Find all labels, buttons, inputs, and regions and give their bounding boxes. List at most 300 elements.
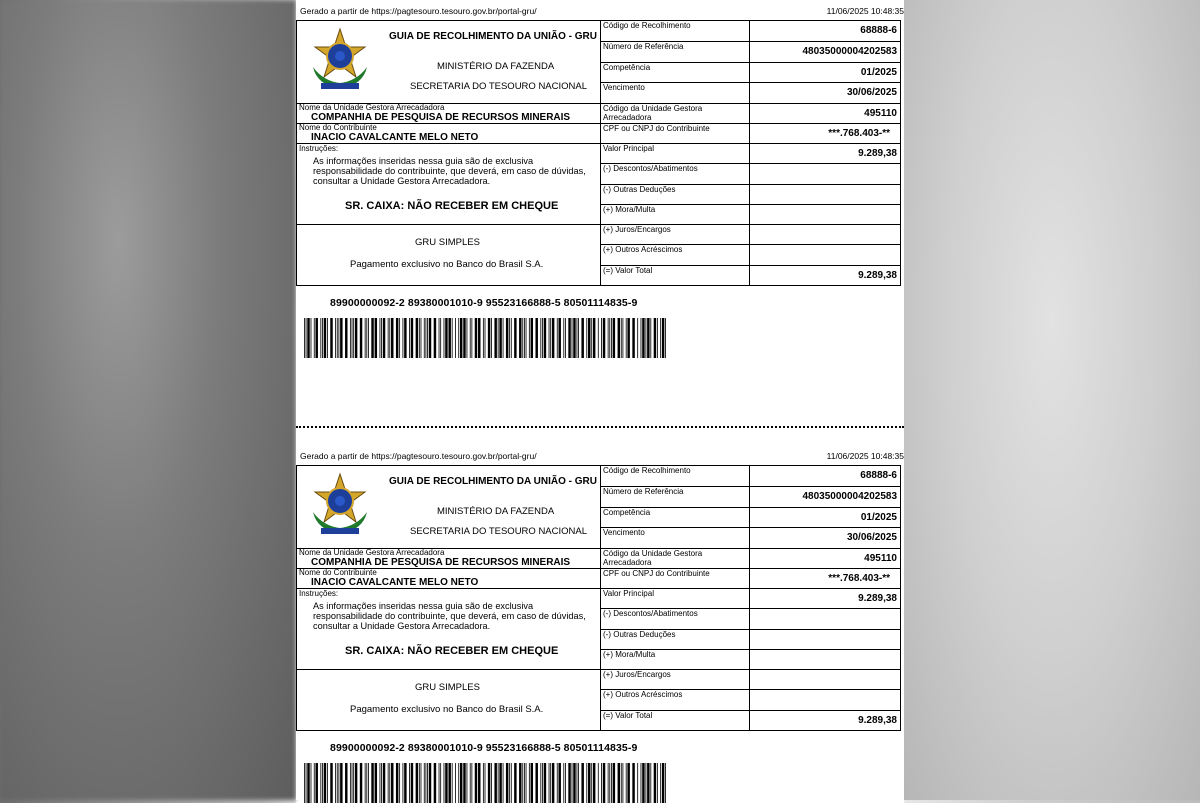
barcode-bar: [588, 318, 590, 358]
barcode-bar: [470, 763, 471, 803]
barcode-bar: [340, 763, 342, 803]
barcode-bar: [416, 763, 418, 803]
vencimento-value-cell: 30/06/2025: [750, 528, 901, 549]
barcode-bar: [409, 318, 410, 358]
barcode-bar: [618, 763, 620, 803]
barcode-bar: [503, 763, 504, 803]
barcode-bar: [519, 318, 521, 358]
gru-type-cell: [297, 225, 601, 286]
barcode-bar: [365, 318, 366, 358]
valor-principal-label-cell: Valor Principal: [601, 589, 750, 609]
outros-acrescimos-label-cell: (+) Outros Acréscimos: [601, 245, 750, 265]
barcode-bar: [315, 763, 317, 803]
barcode-bar: [439, 763, 440, 803]
contribuinte-value: INACIO CAVALCANTE MELO NETO: [311, 132, 479, 143]
barcode-bar: [654, 318, 656, 358]
barcode-bar: [320, 763, 321, 803]
barcode-bar: [568, 763, 570, 803]
mora-multa-value-cell: [750, 204, 901, 224]
valor-total-label-cell: (=) Valor Total: [601, 265, 750, 285]
outras-deducoes-value-cell: [750, 184, 901, 204]
contribuinte-value: INACIO CAVALCANTE MELO NETO: [311, 577, 479, 588]
barcode-bar: [440, 318, 441, 358]
barcode-bar: [491, 763, 492, 803]
descontos-label-cell: (-) Descontos/Abatimentos: [601, 164, 750, 184]
barcode-bar: [388, 318, 389, 358]
barcode-bar: [455, 763, 456, 803]
barcode-bar: [475, 763, 477, 803]
barcode-bar: [531, 763, 533, 803]
unidade-cell: [297, 549, 601, 569]
barcode-bar: [581, 763, 583, 803]
barcode-bar: [586, 763, 587, 803]
unidade-cell: [297, 104, 601, 124]
barcode-bar: [498, 318, 499, 358]
instrucoes-cell: [297, 589, 601, 670]
barcode-bar: [475, 318, 477, 358]
barcode-bar: [429, 318, 431, 358]
barcode-bar: [568, 318, 570, 358]
competencia-label-cell: Competência: [601, 62, 750, 83]
barcode-bar: [460, 318, 462, 358]
barcode-bar: [535, 763, 537, 803]
barcode-bar: [330, 318, 332, 358]
barcode-bar: [478, 318, 480, 358]
instrucoes-label: Instruções:: [299, 144, 339, 153]
vencimento-label-cell: Vencimento: [601, 83, 750, 104]
barcode-bar: [565, 763, 566, 803]
barcode-bar: [467, 318, 468, 358]
barcode-bar: [427, 318, 428, 358]
barcode-bar: [506, 763, 508, 803]
descontos-value-cell: [750, 164, 901, 184]
valor-principal-label-cell: Valor Principal: [601, 144, 750, 164]
barcode-bar: [572, 318, 573, 358]
barcode-bar: [314, 318, 315, 358]
barcode-bar: [637, 318, 638, 358]
barcode-bar: [345, 763, 347, 803]
cut-line: [296, 426, 904, 428]
barcode-bar: [471, 318, 472, 358]
barcode: [304, 318, 666, 358]
gru-document: [296, 0, 904, 800]
barcode-bar: [641, 763, 642, 803]
barcode-bar: [647, 318, 649, 358]
barcode-bar: [509, 318, 510, 358]
barcode-bar: [573, 318, 575, 358]
barcode-bar: [337, 318, 338, 358]
unidade-value: COMPANHIA DE PESQUISA DE RECURSOS MINERAIS: [311, 112, 571, 123]
unidade-value: COMPANHIA DE PESQUISA DE RECURSOS MINERAIS: [311, 557, 571, 568]
barcode-bar: [383, 763, 385, 803]
barcode-bar: [411, 318, 413, 358]
coat-of-arms-icon: [307, 472, 373, 538]
competencia-label-cell: Competência: [601, 507, 750, 528]
barcode-bar: [557, 763, 558, 803]
barcode-bar: [366, 318, 367, 358]
barcode-bar: [529, 763, 530, 803]
barcode-bar: [522, 318, 523, 358]
barcode-bar: [611, 763, 612, 803]
instrucoes-cell: [297, 144, 601, 225]
barcode-bar: [439, 318, 440, 358]
barcode-bar: [491, 318, 492, 358]
barcode-bar: [514, 318, 516, 358]
barcode-bar: [424, 318, 425, 358]
barcode-bar: [586, 318, 587, 358]
barcode-bar: [609, 763, 610, 803]
barcode-bar: [542, 763, 543, 803]
barcode-bar: [611, 318, 612, 358]
barcode-bar: [338, 318, 339, 358]
coat-of-arms-icon: [307, 27, 373, 93]
barcode-bar: [573, 763, 575, 803]
unidade-label: Nome da Unidade Gestora Arrecadadora: [299, 103, 445, 112]
barcode-bar: [603, 763, 605, 803]
barcode-bar: [542, 318, 543, 358]
barcode-bar: [380, 763, 381, 803]
barcode-bar: [350, 318, 351, 358]
generated-datetime: 11/06/2025 10:48:35: [826, 6, 904, 16]
barcode-bar: [352, 318, 353, 358]
barcode-bar: [306, 763, 307, 803]
brand-cell: [297, 21, 601, 104]
barcode-bar: [511, 763, 512, 803]
cpf-cnpj-label-cell: CPF ou CNPJ do Contribuinte: [601, 124, 750, 144]
barcode-bar: [338, 763, 339, 803]
document-title: GUIA DE RECOLHIMENTO DA UNIÃO - GRU: [389, 476, 597, 487]
barcode-bar: [593, 763, 595, 803]
contribuinte-cell: [297, 124, 601, 144]
barcode-bar: [558, 318, 560, 358]
barcode-bar: [360, 763, 362, 803]
juros-label-cell: (+) Juros/Encargos: [601, 670, 750, 690]
brand-cell: [297, 466, 601, 549]
barcode-bar: [665, 763, 666, 803]
barcode-bar: [371, 763, 373, 803]
barcode-bar: [391, 318, 393, 358]
barcode-bar: [509, 763, 510, 803]
barcode-bar: [524, 318, 525, 358]
barcode-bar: [499, 763, 501, 803]
codigo-ug-label-cell: Código da Unidade Gestora Arrecadadora: [601, 104, 750, 124]
barcode-bar: [404, 763, 406, 803]
cpf-cnpj-label-cell: CPF ou CNPJ do Contribuinte: [601, 569, 750, 589]
numero-referencia-value-cell: 48035000004202583: [750, 486, 901, 507]
barcode-bar: [403, 763, 404, 803]
barcode-bar: [650, 318, 651, 358]
barcode-bar: [411, 763, 413, 803]
mora-multa-label-cell: (+) Mora/Multa: [601, 204, 750, 224]
unidade-label: Nome da Unidade Gestora Arrecadadora: [299, 548, 445, 557]
barcode-bar: [371, 318, 373, 358]
barcode-bar: [591, 318, 592, 358]
gru-type: GRU SIMPLES: [415, 237, 480, 248]
barcode-bar: [608, 763, 609, 803]
barcode-bar: [613, 318, 615, 358]
blurred-background-right: [904, 0, 1200, 800]
barcode-bar: [458, 763, 459, 803]
barcode-bar: [322, 318, 323, 358]
barcode-bar: [389, 318, 390, 358]
barcode-bar: [315, 318, 317, 358]
cpf-cnpj-value-cell: ***.768.403-**: [750, 124, 901, 144]
barcode-bar: [657, 763, 658, 803]
barcode-bar: [483, 763, 484, 803]
barcode-bar: [366, 763, 367, 803]
codigo-recolhimento-label-cell: Código de Recolhimento: [601, 21, 750, 42]
barcode-bar: [330, 763, 332, 803]
competencia-value-cell: 01/2025: [750, 507, 901, 528]
descontos-label-cell: (-) Descontos/Abatimentos: [601, 609, 750, 629]
barcode-bar: [391, 763, 393, 803]
instrucoes-text: As informações inseridas nessa guia são de exclusiva responsabilidade do contribuinte, que deverá, em caso de dúvidas, consultar a Unidade Gestora Arrecadadora.: [313, 156, 586, 186]
barcode-bar: [352, 763, 353, 803]
outras-deducoes-label-cell: (-) Outras Deduções: [601, 184, 750, 204]
barcode-bar: [396, 763, 398, 803]
generated-datetime: 11/06/2025 10:48:35: [826, 451, 904, 461]
vencimento-label-cell: Vencimento: [601, 528, 750, 549]
barcode-bar: [448, 318, 450, 358]
barcode-bar: [641, 318, 642, 358]
barcode-bar: [522, 763, 523, 803]
secretariat-name: SECRETARIA DO TESOURO NACIONAL: [410, 526, 588, 537]
codigo-ug-value-cell: 495110: [750, 549, 901, 569]
barcode-bar: [314, 763, 315, 803]
codigo-recolhimento-label-cell: Código de Recolhimento: [601, 466, 750, 487]
competencia-value-cell: 01/2025: [750, 62, 901, 83]
barcode-bar: [434, 763, 436, 803]
barcode-bar: [368, 318, 369, 358]
barcode-bar: [598, 318, 599, 358]
barcode-bar: [535, 318, 537, 358]
instrucoes-text: As informações inseridas nessa guia são de exclusiva responsabilidade do contribuinte, que deverá, em caso de dúvidas, consultar a Unidade Gestora Arrecadadora.: [313, 601, 586, 631]
vencimento-value-cell: 30/06/2025: [750, 83, 901, 104]
barcode-bar: [452, 763, 453, 803]
barcode-bar: [335, 318, 336, 358]
barcode-bar: [549, 763, 550, 803]
barcode-bar: [544, 763, 546, 803]
barcode-bar: [632, 318, 634, 358]
barcode-bar: [444, 318, 445, 358]
bank-note: Pagamento exclusivo no Banco do Brasil S.A.: [350, 259, 544, 270]
barcode-bar: [558, 763, 560, 803]
barcode-bar: [311, 318, 312, 358]
barcode-bar: [645, 318, 646, 358]
barcode-bar: [478, 763, 480, 803]
barcode-bar: [322, 763, 323, 803]
barcode-bar: [360, 318, 362, 358]
barcode-bar: [470, 318, 471, 358]
barcode-bar: [488, 318, 490, 358]
barcode-bar: [440, 763, 441, 803]
barcode-bar: [662, 763, 664, 803]
bank-note: Pagamento exclusivo no Banco do Brasil S.A.: [350, 704, 544, 715]
barcode-bar: [368, 763, 369, 803]
gru-type-cell: [297, 670, 601, 731]
barcode-bar: [627, 763, 629, 803]
barcode-bar: [601, 763, 602, 803]
contribuinte-label: Nome do Contribuinte: [299, 123, 377, 132]
barcode-bar: [458, 318, 459, 358]
barcode-bar: [578, 318, 579, 358]
barcode-bar: [552, 763, 554, 803]
barcode-bar: [577, 318, 578, 358]
barcode-bar: [526, 318, 527, 358]
barcode-bar: [494, 318, 496, 358]
barcode-bar: [345, 318, 347, 358]
valor-total-label-cell: (=) Valor Total: [601, 710, 750, 730]
barcode-bar: [383, 318, 385, 358]
outros-acrescimos-label-cell: (+) Outros Acréscimos: [601, 690, 750, 710]
barcode-bar: [335, 763, 336, 803]
barcode-bar: [421, 318, 422, 358]
barcode-bar: [650, 763, 651, 803]
outras-deducoes-value-cell: [750, 629, 901, 649]
barcode-bar: [424, 763, 425, 803]
valor-principal-value-cell: 9.289,38: [750, 589, 901, 609]
document-title: GUIA DE RECOLHIMENTO DA UNIÃO - GRU: [389, 31, 597, 42]
barcode-bar: [429, 763, 431, 803]
barcode-bar: [448, 763, 450, 803]
barcode-bar: [340, 318, 342, 358]
barcode-bar: [637, 763, 638, 803]
outros-acrescimos-value-cell: [750, 245, 901, 265]
barcode-bar: [355, 763, 357, 803]
barcode-bar: [485, 318, 486, 358]
ministry-name: MINISTÉRIO DA FAZENDA: [437, 506, 555, 517]
juros-value-cell: [750, 670, 901, 690]
barcode-bar: [601, 318, 602, 358]
barcode-bar: [626, 763, 627, 803]
barcode-bar: [483, 318, 484, 358]
barcode-bar: [304, 318, 305, 358]
barcode-bar: [337, 763, 338, 803]
barcode-bar: [662, 318, 664, 358]
barcode-bar: [506, 318, 508, 358]
gru-form-table: [296, 20, 901, 286]
barcode-bar: [552, 318, 554, 358]
ministry-name: MINISTÉRIO DA FAZENDA: [437, 61, 555, 72]
barcode-bar: [350, 763, 351, 803]
numero-referencia-value-cell: 48035000004202583: [750, 41, 901, 62]
codigo-recolhimento-value-cell: 68888-6: [750, 466, 901, 487]
barcode-bar: [419, 763, 420, 803]
secretariat-name: SECRETARIA DO TESOURO NACIONAL: [410, 81, 588, 92]
barcode-bar: [618, 318, 620, 358]
juros-label-cell: (+) Juros/Encargos: [601, 225, 750, 245]
barcode-bar: [591, 763, 592, 803]
barcode-bar: [399, 763, 400, 803]
barcode-bar: [565, 318, 566, 358]
barcode-bar: [327, 318, 328, 358]
barcode-bar: [550, 318, 551, 358]
barcode-bar: [563, 763, 564, 803]
descontos-value-cell: [750, 609, 901, 629]
barcode-bar: [388, 763, 389, 803]
barcode-bar: [647, 763, 649, 803]
barcode-bar: [531, 318, 533, 358]
barcode-bar: [380, 318, 381, 358]
barcode-bar: [381, 763, 382, 803]
barcode-bar: [460, 763, 462, 803]
barcode-bar: [642, 763, 644, 803]
mora-multa-value-cell: [750, 649, 901, 669]
valor-total-value-cell: 9.289,38: [750, 265, 901, 285]
barcode-digits: 89900000092-2 89380001010-9 95523166888-5 80501114835-9: [330, 742, 638, 754]
barcode-digits: 89900000092-2 89380001010-9 95523166888-5 80501114835-9: [330, 297, 638, 309]
barcode-bar: [355, 318, 357, 358]
barcode-bar: [463, 318, 465, 358]
instrucoes-label: Instruções:: [299, 589, 339, 598]
barcode-bar: [622, 318, 623, 358]
barcode-bar: [444, 763, 445, 803]
barcode-bar: [608, 318, 609, 358]
barcode-bar: [419, 318, 420, 358]
barcode-bar: [621, 763, 622, 803]
juros-value-cell: [750, 225, 901, 245]
barcode-bar: [488, 763, 490, 803]
barcode-bar: [622, 763, 623, 803]
barcode-bar: [660, 318, 661, 358]
barcode-bar: [609, 318, 610, 358]
barcode-bar: [540, 318, 541, 358]
barcode-bar: [485, 763, 486, 803]
barcode-bar: [353, 763, 354, 803]
barcode-bar: [425, 318, 426, 358]
barcode-bar: [421, 763, 422, 803]
barcode-bar: [389, 763, 390, 803]
barcode-bar: [660, 763, 661, 803]
contribuinte-cell: [297, 569, 601, 589]
barcode-bar: [540, 763, 541, 803]
barcode-bar: [307, 318, 309, 358]
barcode-bar: [572, 763, 573, 803]
barcode-bar: [503, 318, 504, 358]
barcode-bar: [626, 318, 627, 358]
barcode-bar: [403, 318, 404, 358]
barcode-bar: [511, 318, 512, 358]
barcode-bar: [455, 318, 456, 358]
generated-from-text: Gerado a partir de https://pagtesouro.tesouro.gov.br/portal-gru/: [300, 6, 537, 16]
barcode-bar: [471, 763, 472, 803]
barcode-bar: [404, 318, 406, 358]
barcode-bar: [627, 318, 629, 358]
barcode-bar: [632, 763, 634, 803]
barcode-bar: [375, 318, 377, 358]
barcode-bar: [577, 763, 578, 803]
barcode-bar: [306, 318, 307, 358]
barcode-bar: [416, 318, 418, 358]
barcode-bar: [498, 763, 499, 803]
barcode-bar: [434, 318, 436, 358]
barcode-bar: [645, 763, 646, 803]
barcode-bar: [557, 318, 558, 358]
barcode: [304, 763, 666, 803]
barcode-bar: [544, 318, 546, 358]
barcode-bar: [621, 318, 622, 358]
barcode-bar: [409, 763, 410, 803]
barcode-bar: [467, 763, 468, 803]
valor-total-value-cell: 9.289,38: [750, 710, 901, 730]
barcode-bar: [519, 763, 521, 803]
barcode-bar: [327, 763, 328, 803]
barcode-bar: [445, 318, 447, 358]
blurred-background-left: [0, 0, 296, 800]
barcode-bar: [665, 318, 666, 358]
barcode-bar: [581, 318, 583, 358]
cheque-warning: SR. CAIXA: NÃO RECEBER EM CHEQUE: [345, 645, 559, 657]
